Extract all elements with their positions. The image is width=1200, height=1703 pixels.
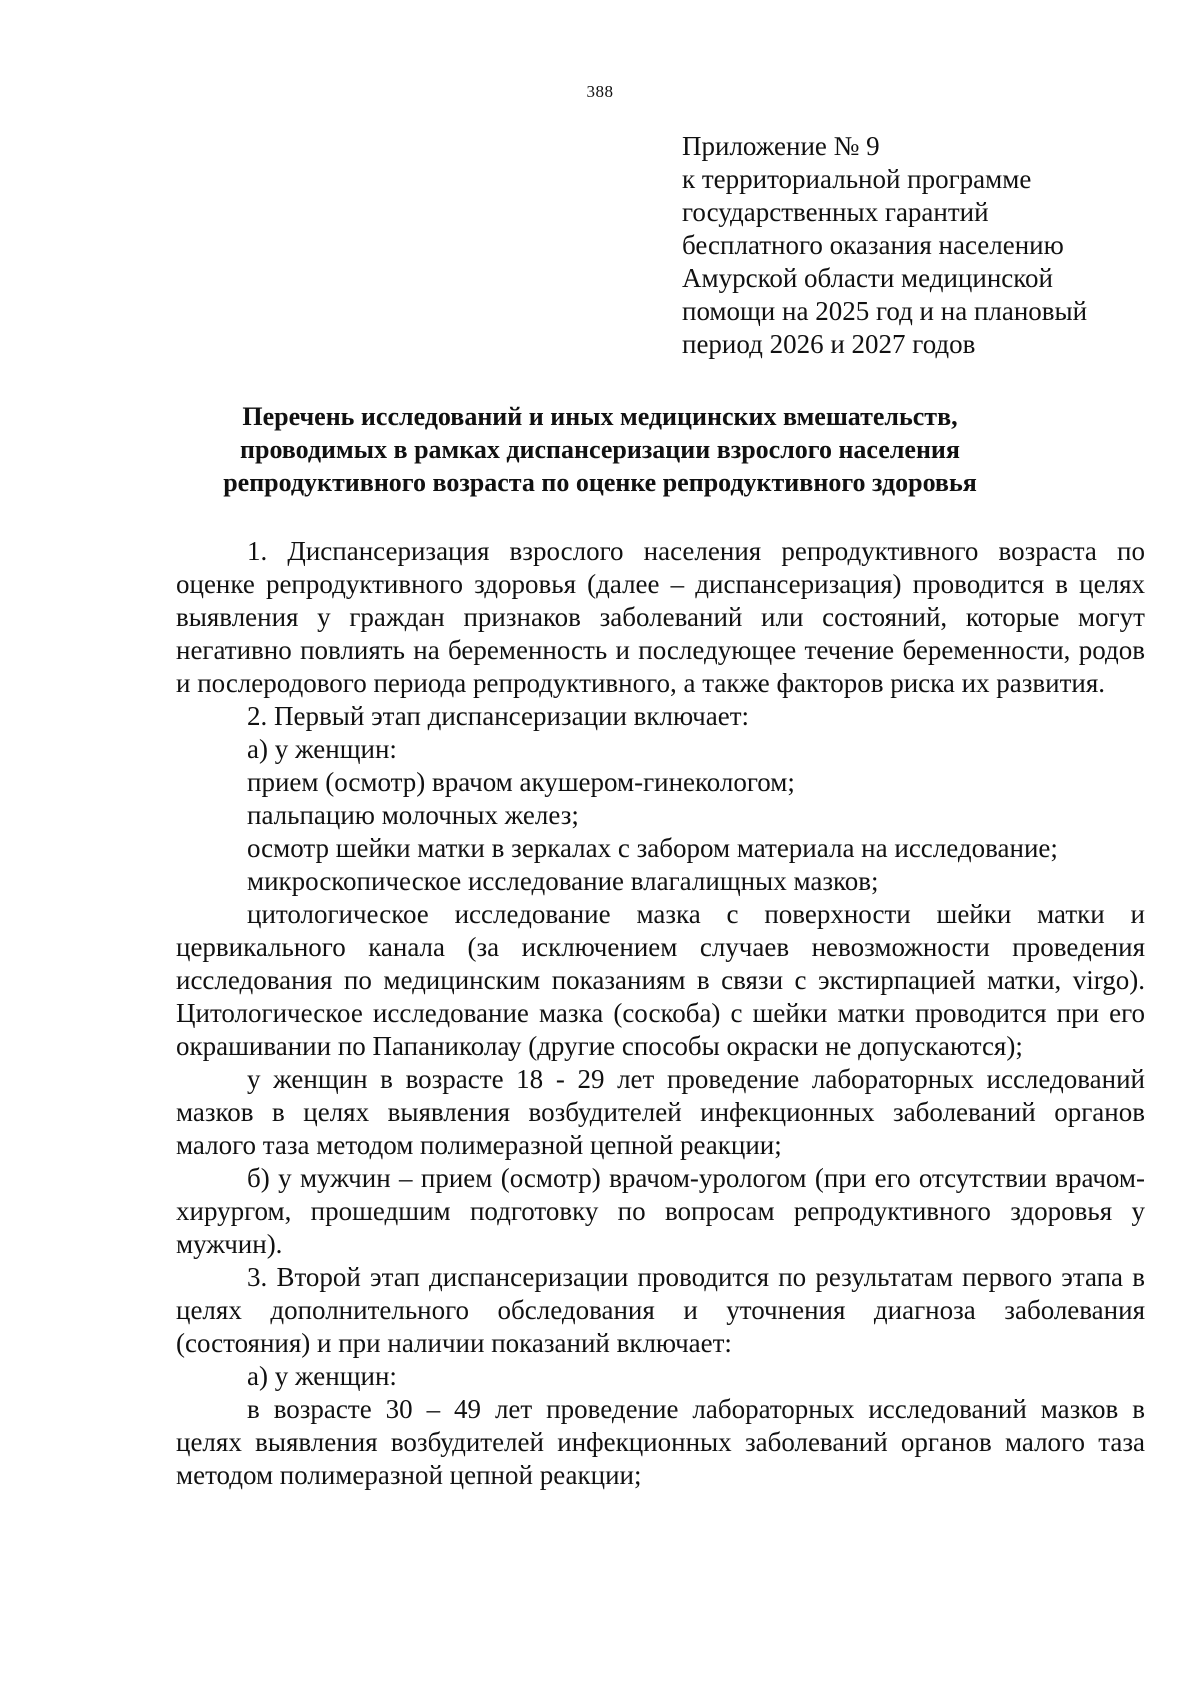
page-number: 388 <box>586 82 614 101</box>
title-line: проводимых в рамках диспансеризации взрослого населения <box>240 435 960 464</box>
appendix-line: Амурской области медицинской <box>682 263 1053 293</box>
list-item: прием (осмотр) врачом акушером-гинекологом; <box>247 767 795 797</box>
title-line: Перечень исследований и иных медицинских вмешательств, <box>242 402 958 431</box>
appendix-line: к территориальной программе <box>682 164 1032 194</box>
document-title <box>0 400 1200 499</box>
appendix-line: Приложение № 9 <box>682 131 880 161</box>
paragraph-3: 3. Второй этап диспансеризации проводится по результатам первого этапа в целях дополнительного обследования и уточнения диагноза заболевания (состояния) и при наличии показаний включает: <box>176 1262 1145 1358</box>
paragraph-1: 1. Диспансеризация взрослого населения репродуктивного возраста по оценке репродуктивного здоровья (далее – диспансеризация) проводится в целях выявления у граждан признаков заболеваний или состояний, которые могут негативно повлиять на беременность и последующее течение беременности, родов и послеродового периода репродуктивного, а также факторов риска их развития. <box>176 536 1145 698</box>
paragraph-3a: а) у женщин: <box>247 1361 397 1391</box>
paragraph-2: 2. Первый этап диспансеризации включает: <box>247 701 749 731</box>
list-item: у женщин в возрасте 18 - 29 лет проведение лабораторных исследований мазков в целях выявления возбудителей инфекционных заболеваний органов малого таза методом полимеразной цепной реакции; <box>176 1064 1145 1160</box>
appendix-line: помощи на 2025 год и на плановый <box>682 296 1088 326</box>
list-item: цитологическое исследование мазка с поверхности шейки матки и цервикального канала (за исключением случаев невозможности проведения исследования по медицинским показаниям в связи с экстирпацией матки, virgo). Цитологическое исследование мазка (соскоба) с шейки матки проводится при его окрашивании по Папаниколау (другие способы окраски не допускаются); <box>176 899 1145 1061</box>
paragraph-2a: а) у женщин: <box>247 734 397 764</box>
appendix-line: государственных гарантий <box>682 197 989 227</box>
title-line: репродуктивного возраста по оценке репродуктивного здоровья <box>223 468 977 497</box>
appendix-header <box>682 130 1162 361</box>
document-body <box>176 535 1145 1492</box>
list-item: пальпацию молочных желез; <box>247 800 579 830</box>
list-item: в возрасте 30 – 49 лет проведение лабораторных исследований мазков в целях выявления возбудителей инфекционных заболеваний органов малого таза методом полимеразной цепной реакции; <box>176 1394 1145 1490</box>
list-item: осмотр шейки матки в зеркалах с забором материала на исследование; <box>247 833 1058 863</box>
appendix-line: период 2026 и 2027 годов <box>682 329 976 359</box>
paragraph-2b: б) у мужчин – прием (осмотр) врачом-урологом (при его отсутствии врачом-хирургом, прошедшим подготовку по вопросам репродуктивного здоровья у мужчин). <box>176 1163 1145 1259</box>
appendix-line: бесплатного оказания населению <box>682 230 1064 260</box>
list-item: микроскопическое исследование влагалищных мазков; <box>247 866 879 896</box>
